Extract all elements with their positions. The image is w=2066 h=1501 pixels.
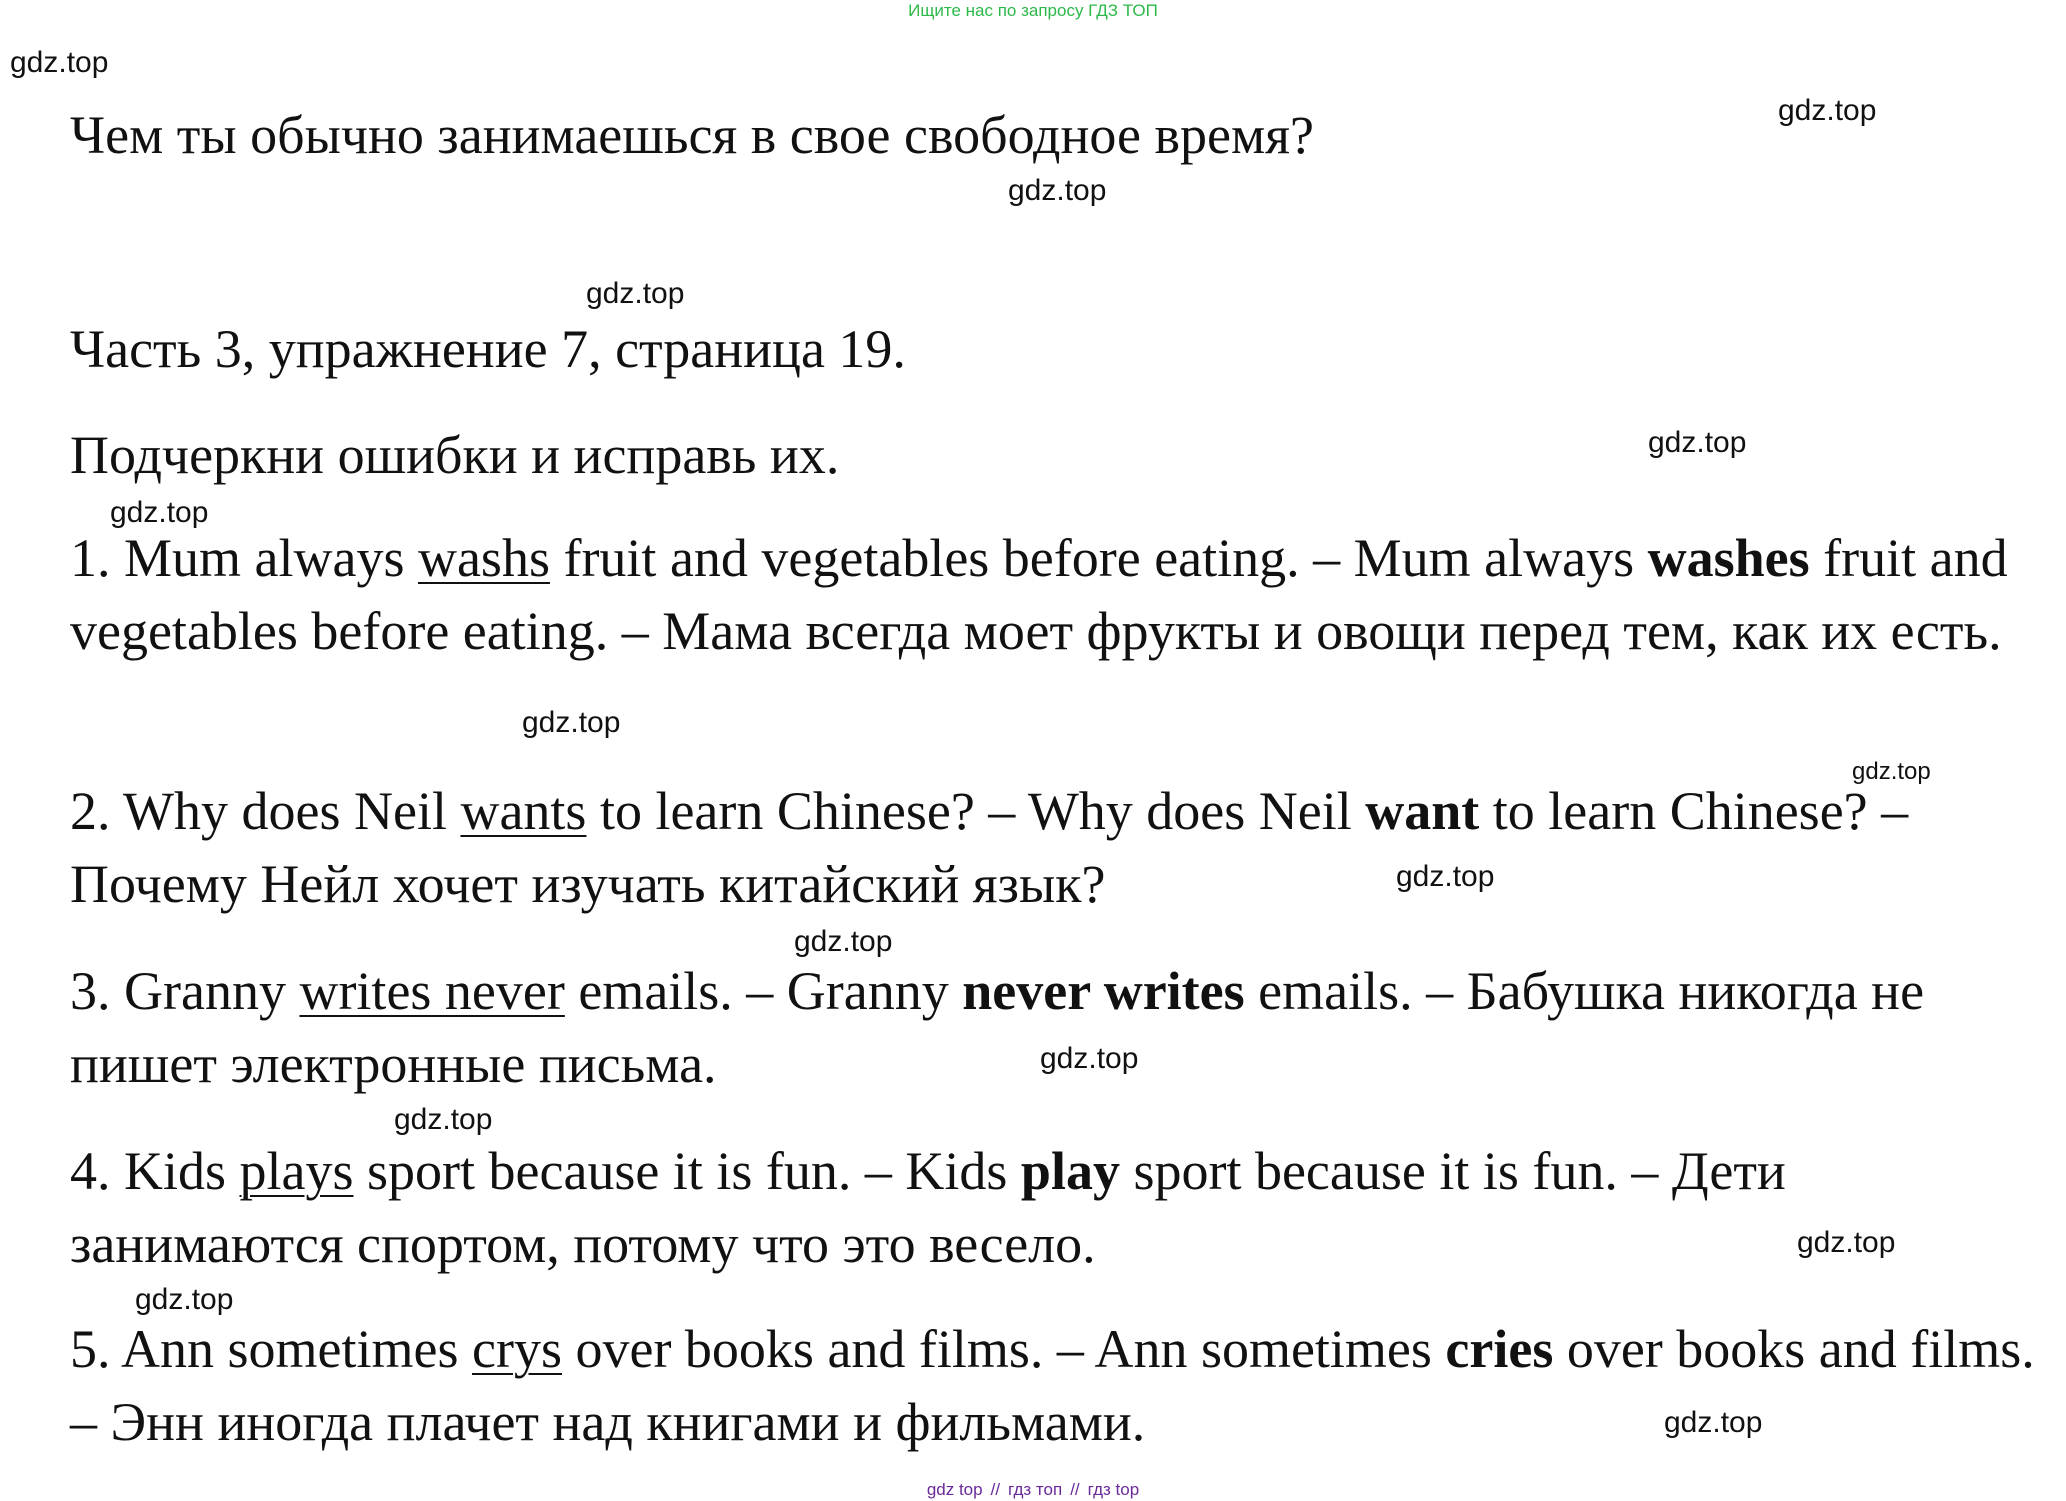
error-word: plays — [239, 1141, 354, 1201]
exercise-item-4 — [70, 1135, 2050, 1281]
watermark: gdz.top — [135, 1283, 234, 1316]
item-text: fruit and vegetables before eating. – Mum always — [549, 528, 1648, 588]
error-word: washs — [417, 528, 550, 588]
watermark: gdz.top — [10, 46, 109, 79]
error-word: writes never — [299, 961, 565, 1021]
correction-word: cries — [1445, 1319, 1554, 1379]
item-text: sport because it is fun. – Kids — [353, 1141, 1021, 1201]
item-text: emails. – Бабушка никогда не пишет электронные письма. — [70, 961, 1925, 1094]
footer-separator: // — [990, 1480, 1001, 1499]
watermark: gdz.top — [394, 1103, 493, 1136]
watermark: gdz.top — [1797, 1226, 1896, 1259]
watermark: gdz.top — [1664, 1406, 1763, 1439]
item-number: 5. — [70, 1319, 122, 1379]
watermark: gdz.top — [522, 706, 621, 739]
correction-word: play — [1020, 1141, 1120, 1201]
exercise-item-3 — [70, 955, 2050, 1101]
item-number: 4. — [70, 1141, 124, 1201]
exercise-item-2 — [70, 775, 2050, 921]
item-number: 3. — [70, 961, 124, 1021]
item-text: to learn Chinese? – Почему Нейл хочет изучать китайский язык? — [70, 781, 1909, 914]
watermark: gdz.top — [1040, 1042, 1139, 1075]
question-heading: Чем ты обычно занимаешься в свое свободное время? — [70, 105, 1314, 165]
exercise-item-5 — [70, 1313, 2050, 1459]
footer-link[interactable]: гдз top — [1087, 1480, 1140, 1499]
watermark: gdz.top — [1008, 174, 1107, 207]
watermark: gdz.top — [1852, 758, 1931, 785]
item-text: to learn Chinese? – Why does Neil — [586, 781, 1366, 841]
item-text: sport because it is fun. – Дети занимаются спортом, потому что это весело. — [70, 1141, 1786, 1274]
item-text: Ann sometimes — [121, 1319, 473, 1379]
footer — [0, 1480, 2066, 1500]
watermark: gdz.top — [794, 925, 893, 958]
exercise-item-1 — [70, 522, 2050, 668]
error-word: wants — [460, 781, 587, 841]
item-text: over books and films. – Энн иногда плачет над книгами и фильмами. — [70, 1319, 2035, 1452]
watermark: gdz.top — [1396, 860, 1495, 893]
footer-link[interactable]: гдз топ — [1008, 1480, 1063, 1499]
item-text: over books and films. – Ann sometimes — [561, 1319, 1446, 1379]
item-number: 2. — [70, 781, 124, 841]
footer-link[interactable]: gdz top — [926, 1480, 983, 1499]
watermark: gdz.top — [1778, 94, 1877, 127]
footer-separator: // — [1070, 1480, 1080, 1499]
correction-word: never writes — [962, 961, 1245, 1021]
watermark: gdz.top — [586, 277, 685, 310]
correction-word: want — [1365, 781, 1480, 841]
item-text: Why does Neil — [123, 781, 461, 841]
item-text: Granny — [124, 961, 300, 1021]
error-word: crys — [472, 1319, 562, 1379]
instruction: Подчеркни ошибки и исправь их. — [70, 425, 840, 485]
item-text: fruit and vegetables before eating. – Мама всегда моет фрукты и овощи перед тем, как их есть. — [70, 528, 2008, 661]
watermark: gdz.top — [1648, 426, 1747, 459]
item-text: Mum always — [124, 528, 418, 588]
exercise-title: Часть 3, упражнение 7, страница 19. — [70, 319, 906, 379]
top-banner: Ищите нас по запросу ГДЗ ТОП — [908, 1, 1158, 20]
watermark: gdz.top — [110, 496, 209, 529]
item-text: Kids — [124, 1141, 240, 1201]
item-number: 1. — [70, 528, 124, 588]
item-text: emails. – Granny — [564, 961, 963, 1021]
correction-word: washes — [1647, 528, 1810, 588]
